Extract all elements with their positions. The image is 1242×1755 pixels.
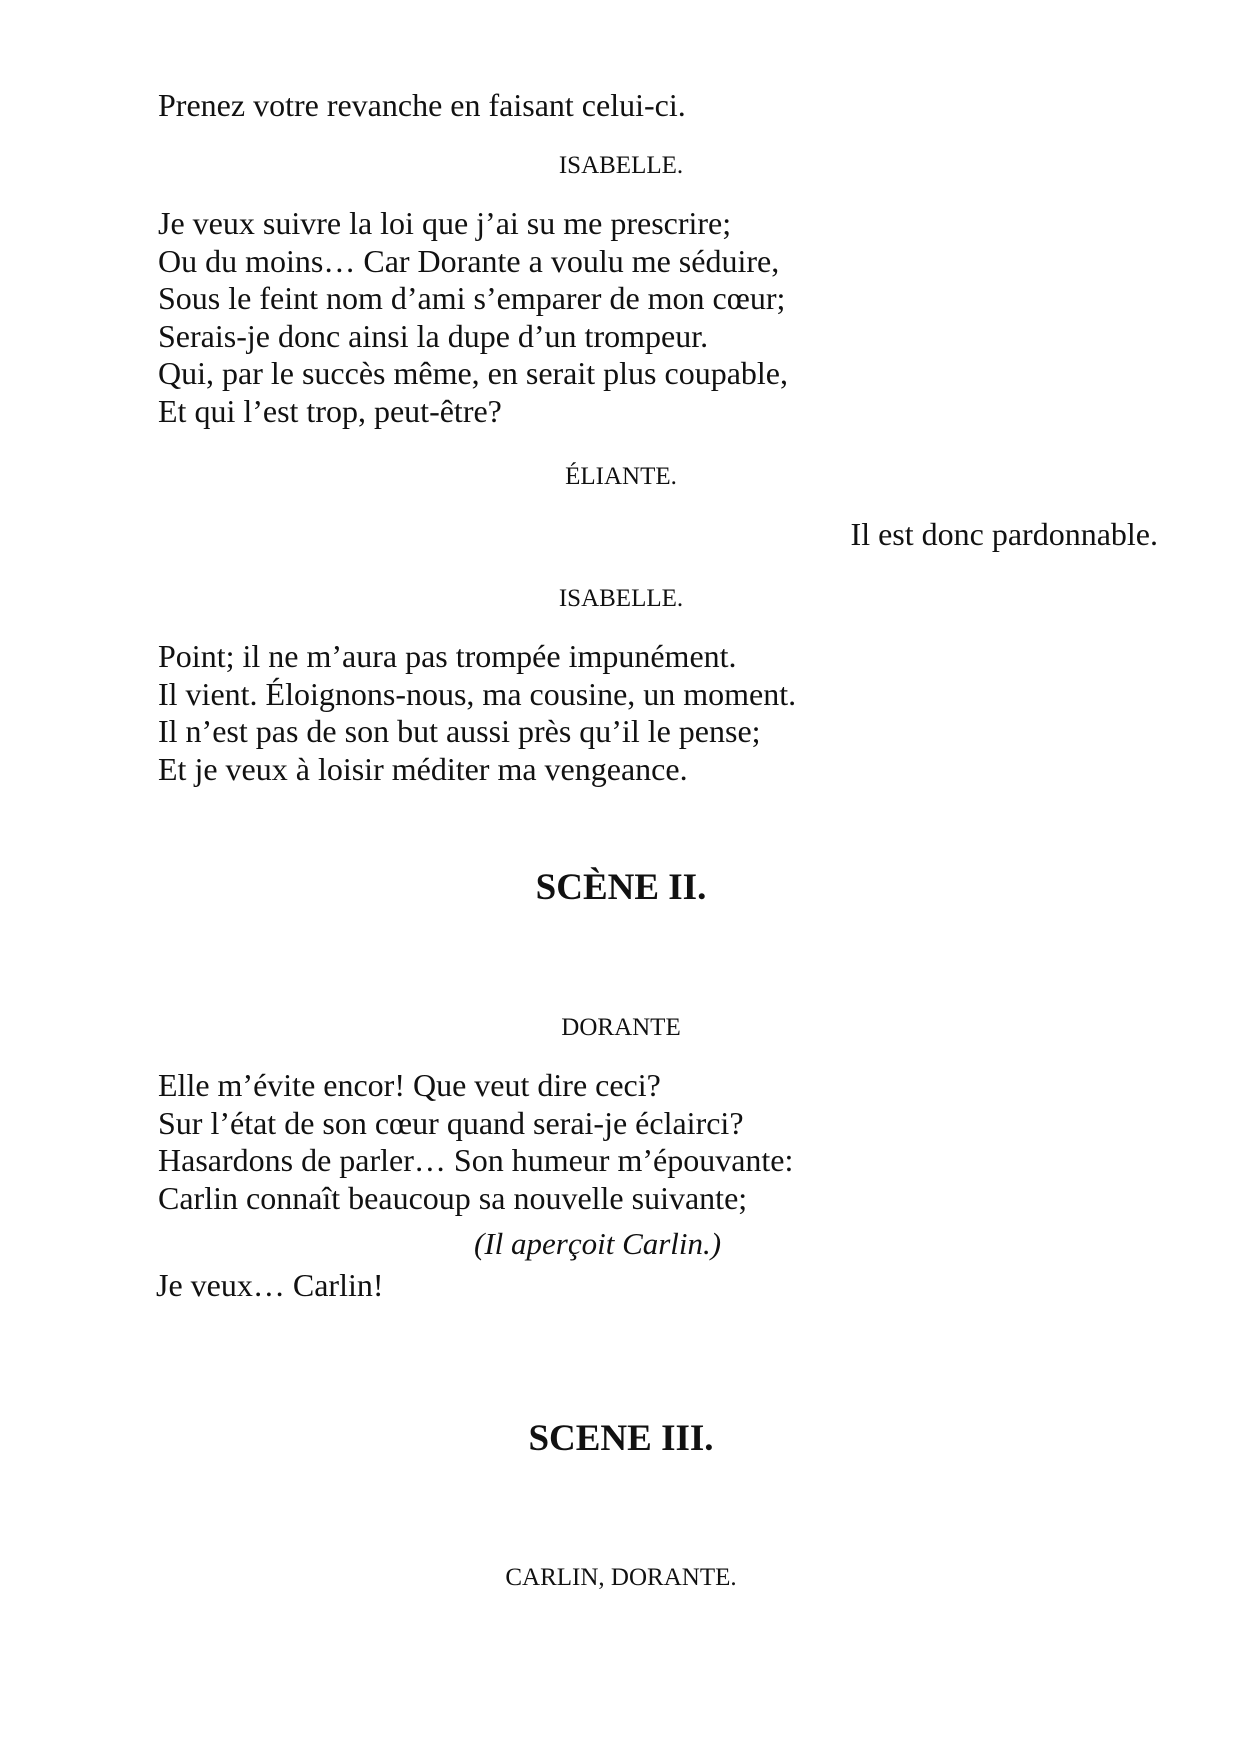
- verse-line: Sur l’état de son cœur quand serai-je éclairci?: [158, 1104, 744, 1141]
- verse-line: Carlin connaît beaucoup sa nouvelle suivante;: [158, 1179, 748, 1216]
- opening-verse-line: Prenez votre revanche en faisant celui-ci.: [158, 87, 686, 123]
- scene-2-heading: SCÈNE II.: [535, 867, 707, 908]
- dorante-speech: [158, 1067, 793, 1217]
- verse-line: Hasardons de parler… Son humeur m’épouvante:: [158, 1142, 794, 1178]
- stage-direction: (Il aperçoit Carlin.): [474, 1226, 722, 1261]
- closing-verse-line: Je veux… Carlin!: [156, 1267, 384, 1303]
- eliante-verse-line: Il est donc pardonnable.: [850, 516, 1158, 552]
- verse-line: Et qui l’est trop, peut-être?: [158, 392, 502, 429]
- speaker-eliante: ÉLIANTE.: [565, 463, 677, 490]
- verse-line: Point; il ne m’aura pas trompée impunément.: [158, 638, 737, 674]
- speaker-isabelle-2: ISABELLE.: [558, 585, 684, 612]
- speaker-dorante: DORANTE: [561, 1014, 681, 1041]
- isabelle-speech-1: [158, 205, 788, 430]
- verse-line: Ou du moins… Car Dorante a voulu me séduire,: [158, 242, 780, 279]
- verse-line: Qui, par le succès même, en serait plus coupable,: [158, 355, 788, 391]
- scene-3-speakers: CARLIN, DORANTE.: [505, 1564, 737, 1591]
- verse-line: Il vient. Éloignons-nous, ma cousine, un moment.: [158, 675, 797, 712]
- verse-line: Elle m’évite encor! Que veut dire ceci?: [158, 1067, 661, 1103]
- verse-line: Je veux suivre la loi que j’ai su me prescrire;: [158, 205, 732, 241]
- verse-line: Et je veux à loisir méditer ma vengeance.: [158, 750, 688, 787]
- verse-line: Sous le feint nom d’ami s’emparer de mon cœur;: [158, 280, 786, 316]
- speaker-isabelle-1: ISABELLE.: [558, 152, 684, 179]
- isabelle-speech-2: [158, 638, 796, 788]
- scene-3-heading: SCENE III.: [528, 1418, 714, 1459]
- verse-line: Il n’est pas de son but aussi près qu’il le pense;: [158, 713, 761, 749]
- verse-line: Serais-je donc ainsi la dupe d’un trompeur.: [158, 317, 709, 354]
